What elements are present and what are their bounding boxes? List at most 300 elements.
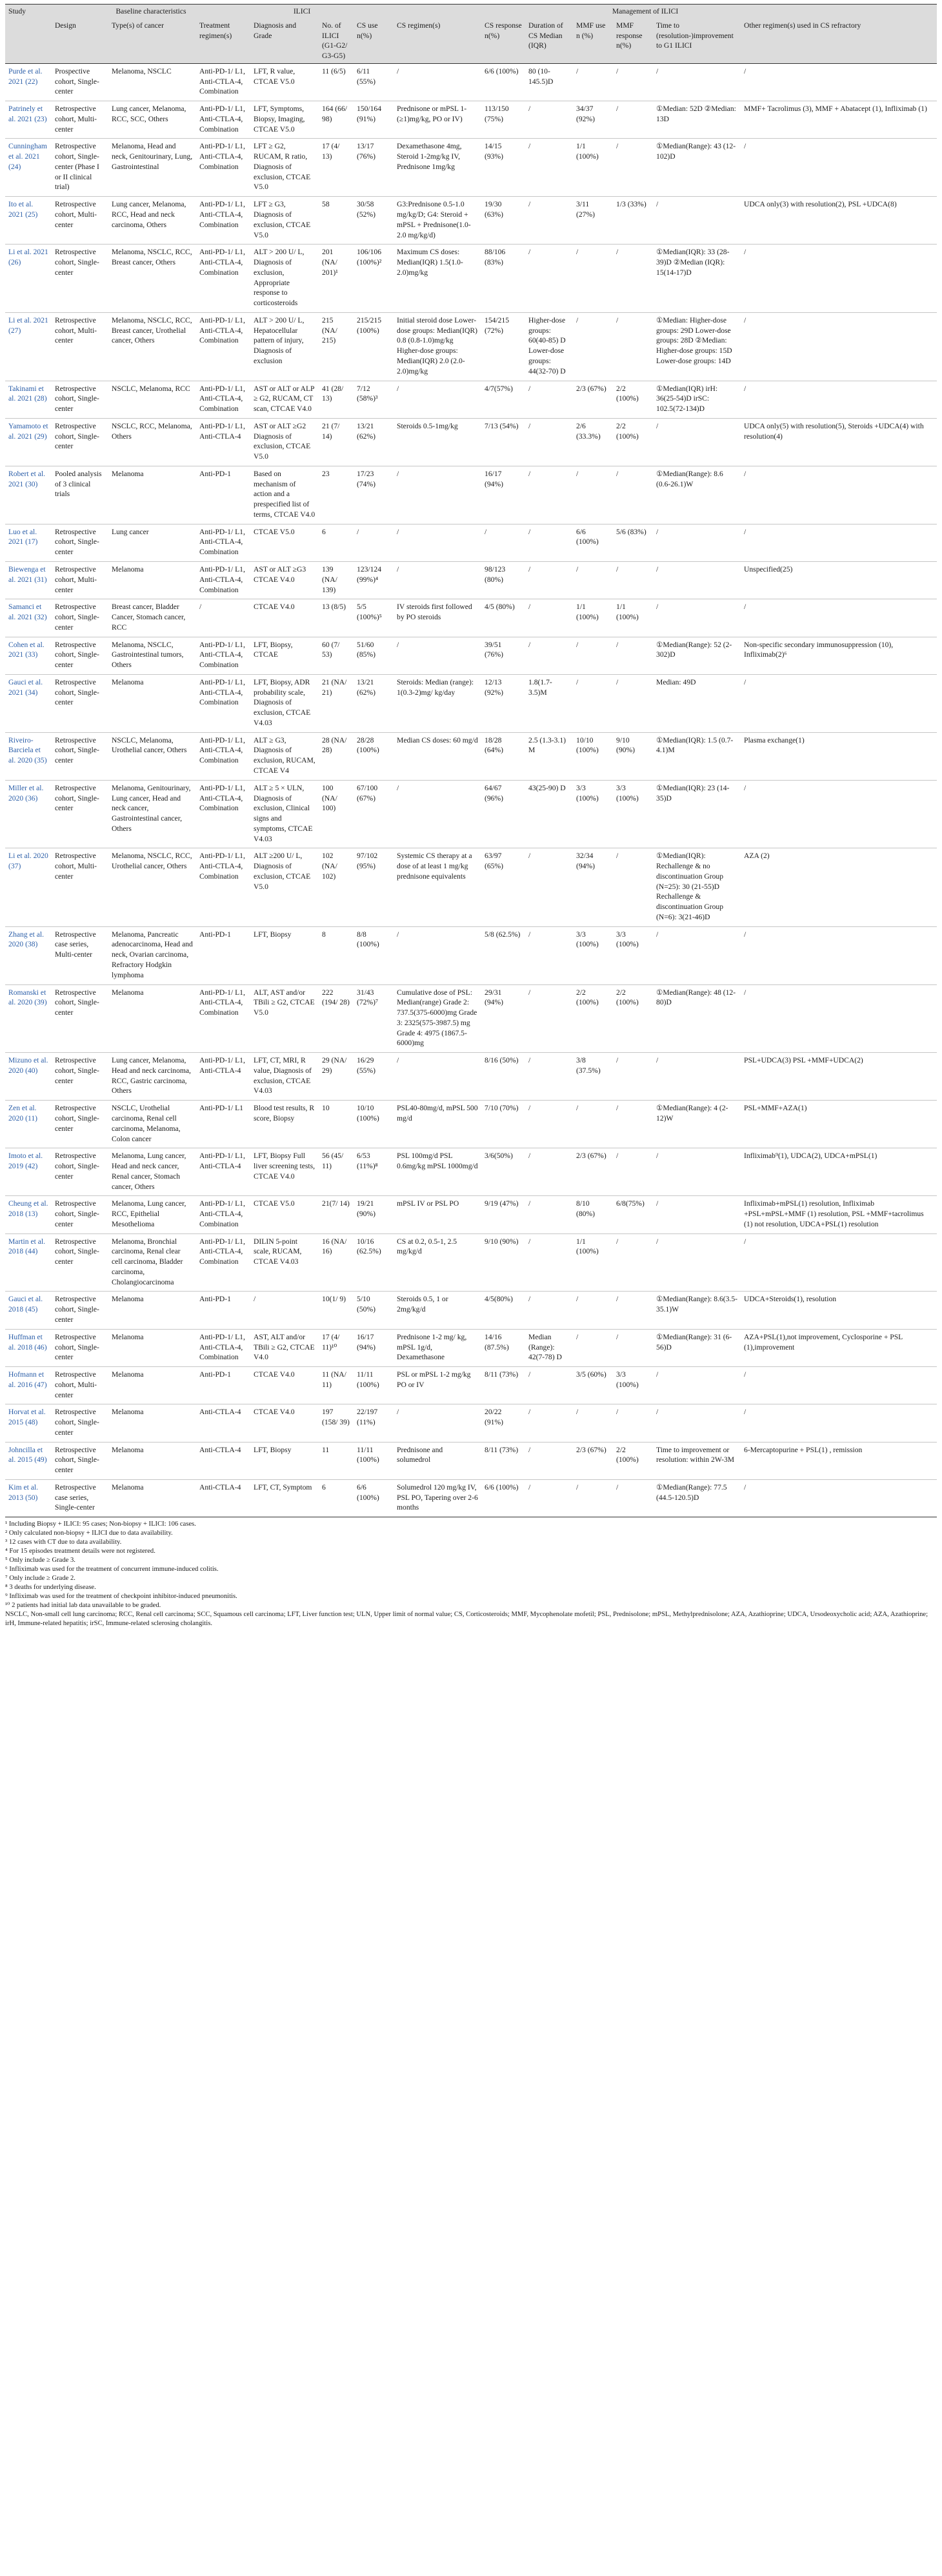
- table-cell: 64/67 (96%): [481, 780, 525, 848]
- study-cell: Martin et al. 2018 (44): [5, 1233, 52, 1292]
- table-cell: /: [525, 1148, 573, 1196]
- table-cell: 8/8 (100%): [354, 926, 394, 984]
- table-cell: Retrospective cohort, Multi-center: [52, 561, 108, 599]
- table-cell: 5/8 (62.5%): [481, 926, 525, 984]
- table-cell: 1/1 (100%): [613, 599, 653, 637]
- table-cell: ①Median(IQR): Rechallenge & no discontinuation Group (N=25): 30 (21-55)D Rechallenge & discontinuation Group (N=6): 3(21-46)D: [653, 848, 741, 926]
- table-cell: Retrospective cohort, Multi-center: [52, 101, 108, 139]
- table-cell: 9/10 (90%): [613, 732, 653, 780]
- table-cell: 17 (4/ 11)¹⁰: [319, 1329, 354, 1366]
- table-cell: /: [394, 780, 481, 848]
- table-cell: /: [653, 524, 741, 561]
- table-cell: Dexamethasone 4mg, Steroid 1-2mg/kg IV, Prednisone 1mg/kg: [394, 139, 481, 197]
- table-cell: Retrospective cohort, Single-center: [52, 1442, 108, 1479]
- footnote: ³ 12 cases with CT due to data availability.: [5, 1539, 122, 1546]
- table-cell: Anti-CTLA-4: [196, 1404, 250, 1442]
- table-cell: Retrospective cohort, Single-center: [52, 381, 108, 418]
- study-cell: Horvat et al. 2015 (48): [5, 1404, 52, 1442]
- column-header: Duration of CS Median (IQR): [525, 19, 573, 64]
- table-cell: /: [741, 312, 937, 381]
- column-header: Treatment regimen(s): [196, 19, 250, 64]
- column-header-row: [5, 19, 937, 64]
- table-cell: Prospective cohort, Single-center: [52, 63, 108, 101]
- table-cell: /: [613, 139, 653, 197]
- table-cell: 19/30 (63%): [481, 197, 525, 245]
- table-cell: Anti-PD-1: [196, 1367, 250, 1404]
- table-cell: Melanoma: [108, 1404, 196, 1442]
- study-cell: Li et al. 2021 (26): [5, 245, 52, 313]
- table-cell: /: [573, 1292, 613, 1329]
- table-cell: 13/21 (62%): [354, 674, 394, 732]
- table-cell: 2/2 (100%): [613, 418, 653, 466]
- table-cell: ①Median(Range): 77.5 (44.5-120.5)D: [653, 1479, 741, 1517]
- footnote: ⁴ For 15 episodes treatment details were not registered.: [5, 1548, 155, 1555]
- footnote: ² Only calculated non-biopsy + ILICI due to data availability.: [5, 1530, 173, 1537]
- table-cell: Median (Range): 42(7-78) D: [525, 1329, 573, 1366]
- column-header: No. of ILICI (G1-G2/ G3-G5): [319, 19, 354, 64]
- table-cell: /: [525, 381, 573, 418]
- table-cell: 5/5 (100%)⁵: [354, 599, 394, 637]
- study-cell: Johncilla et al. 2015 (49): [5, 1442, 52, 1479]
- table-cell: UDCA only(5) with resolution(5), Steroids +UDCA(4) with resolution(4): [741, 418, 937, 466]
- table-cell: /: [741, 674, 937, 732]
- ilici-table: [5, 4, 937, 1517]
- table-cell: /: [394, 926, 481, 984]
- table-cell: Solumedrol 120 mg/kg IV, PSL PO, Tapering over 2-6 months: [394, 1479, 481, 1517]
- study-cell: Patrinely et al. 2021 (23): [5, 101, 52, 139]
- table-cell: /: [196, 599, 250, 637]
- table-cell: NSCLC, Urothelial carcinoma, Renal cell carcinoma, Melanoma, Colon cancer: [108, 1101, 196, 1148]
- footnote: NSCLC, Non-small cell lung carcinoma; RCC, Renal cell carcinoma; SCC, Squamous cell carcinoma; LFT, Liver function test; ULN, Upper limit of normal value; CS, Corticosteroids; MMF, Mycophenolate mofetil; PSL, Prednisolone; mPSL, Methylprednisolone; AZA, Azathioprine; UDCA, Ursodeoxycholic acid; AZA, Azathioprine; irH, Immune-related hepatitis; irSC, Immune-related sclerosing cholangitis.: [5, 1610, 928, 1627]
- table-cell: Anti-PD-1/ L1, Anti-CTLA-4, Combination: [196, 637, 250, 674]
- table-cell: /: [525, 1442, 573, 1479]
- table-row: [5, 245, 937, 313]
- table-cell: Retrospective cohort, Single-center: [52, 524, 108, 561]
- table-cell: AZA (2): [741, 848, 937, 926]
- table-cell: /: [741, 63, 937, 101]
- study-cell: Zen et al. 2020 (11): [5, 1101, 52, 1148]
- table-cell: /: [613, 1404, 653, 1442]
- table-cell: Steroids 0.5-1mg/kg: [394, 418, 481, 466]
- table-cell: 2/2 (100%): [613, 381, 653, 418]
- table-cell: 102 (NA/ 102): [319, 848, 354, 926]
- table-cell: 3/11 (27%): [573, 197, 613, 245]
- table-row: [5, 197, 937, 245]
- table-cell: Anti-PD-1/ L1, Anti-CTLA-4, Combination: [196, 984, 250, 1053]
- table-cell: Prednisone and solumedrol: [394, 1442, 481, 1479]
- table-cell: 60 (7/ 53): [319, 637, 354, 674]
- table-cell: NSCLC, Melanoma, RCC: [108, 381, 196, 418]
- study-cell: Yamamoto et al. 2021 (29): [5, 418, 52, 466]
- table-cell: 1/1 (100%): [573, 599, 613, 637]
- table-cell: 16/29 (55%): [354, 1053, 394, 1101]
- table-cell: /: [525, 245, 573, 313]
- table-cell: ①Median(Range): 48 (12-80)D: [653, 984, 741, 1053]
- table-cell: 6: [319, 524, 354, 561]
- table-cell: ①Median(IQR): 33 (28-39)D ②Median (IQR): 15(14-17)D: [653, 245, 741, 313]
- table-cell: 2/3 (67%): [573, 381, 613, 418]
- table-cell: /: [741, 780, 937, 848]
- footnote: ⁵ Only include ≥ Grade 3.: [5, 1557, 75, 1564]
- table-cell: 4/7(57%): [481, 381, 525, 418]
- table-cell: 88/106 (83%): [481, 245, 525, 313]
- table-cell: Melanoma: [108, 1367, 196, 1404]
- table-cell: 17 (4/ 13): [319, 139, 354, 197]
- table-cell: 8: [319, 926, 354, 984]
- table-cell: Melanoma: [108, 674, 196, 732]
- table-cell: /: [394, 381, 481, 418]
- study-cell: Cohen et al. 2021 (33): [5, 637, 52, 674]
- table-row: [5, 381, 937, 418]
- table-cell: 13/21 (62%): [354, 418, 394, 466]
- footnote: ¹ Including Biopsy + ILICI: 95 cases; Non-biopsy + ILICI: 106 cases.: [5, 1521, 196, 1528]
- table-cell: /: [613, 466, 653, 524]
- table-cell: /: [741, 599, 937, 637]
- table-cell: ①Median(Range): 43 (12-102)D: [653, 139, 741, 197]
- table-cell: 3/3 (100%): [613, 1367, 653, 1404]
- table-cell: Unspecified(25): [741, 561, 937, 599]
- table-cell: Melanoma: [108, 984, 196, 1053]
- table-cell: /: [741, 381, 937, 418]
- table-row: [5, 1148, 937, 1196]
- table-cell: ①Median(Range): 31 (6-56)D: [653, 1329, 741, 1366]
- table-cell: 28/28 (100%): [354, 732, 394, 780]
- table-cell: ①Median(IQR): 1.5 (0.7-4.1)M: [653, 732, 741, 780]
- table-cell: Anti-PD-1/ L1: [196, 1101, 250, 1148]
- table-cell: 2/3 (67%): [573, 1442, 613, 1479]
- table-cell: Melanoma, NSCLC, Gastrointestinal tumors, Others: [108, 637, 196, 674]
- table-cell: 3/3 (100%): [573, 780, 613, 848]
- table-cell: Anti-PD-1/ L1, Anti-CTLA-4, Combination: [196, 101, 250, 139]
- table-cell: ALT > 200 U/ L, Diagnosis of exclusion, Appropriate response to corticosteroids: [250, 245, 319, 313]
- table-cell: DILIN 5-point scale, RUCAM, CTCAE V4.03: [250, 1233, 319, 1292]
- table-cell: Infliximab+mPSL(1) resolution, Infliximab +PSL+mPSL+MMF (1) resolution, PSL +MMF+tacrolimus (1) not resolution, UDCA+PSL(1) resolution: [741, 1196, 937, 1233]
- table-cell: 5/6 (83%): [613, 524, 653, 561]
- table-cell: Initial steroid dose Lower-dose groups: Median(IQR) 0.8 (0.8-1.0)mg/kg Higher-dose groups: Median(IQR) 2.0 (2.0-2.0)mg/kg: [394, 312, 481, 381]
- table-row: [5, 732, 937, 780]
- table-cell: CTCAE V5.0: [250, 524, 319, 561]
- table-cell: 4/5(80%): [481, 1292, 525, 1329]
- table-cell: CTCAE V4.0: [250, 1367, 319, 1404]
- table-cell: 197 (158/ 39): [319, 1404, 354, 1442]
- table-cell: 5/10 (50%): [354, 1292, 394, 1329]
- column-header: MMF response n(%): [613, 19, 653, 64]
- table-cell: /: [394, 466, 481, 524]
- table-cell: /: [741, 1404, 937, 1442]
- table-cell: /: [653, 1233, 741, 1292]
- table-cell: /: [573, 561, 613, 599]
- column-header-empty: [5, 19, 52, 64]
- table-cell: ①Median(Range): 4 (2-12)W: [653, 1101, 741, 1148]
- table-cell: Melanoma, NSCLC, RCC, Breast cancer, Others: [108, 245, 196, 313]
- table-cell: Non-specific secondary immunosuppression (10), Infliximab(2)⁶: [741, 637, 937, 674]
- study-cell: Gauci et al. 2018 (45): [5, 1292, 52, 1329]
- table-cell: Retrospective cohort, Single-center: [52, 1053, 108, 1101]
- table-cell: 123/124 (99%)⁴: [354, 561, 394, 599]
- table-cell: ALT ≥ 5 × ULN, Diagnosis of exclusion, Clinical signs and symptoms, CTCAE V4.03: [250, 780, 319, 848]
- table-cell: /: [613, 1233, 653, 1292]
- table-cell: CS at 0.2, 0.5-1, 2.5 mg/kg/d: [394, 1233, 481, 1292]
- table-cell: 9/10 (90%): [481, 1233, 525, 1292]
- table-row: [5, 1404, 937, 1442]
- table-cell: ①Median(IQR) irH: 36(25-54)D irSC: 102.5(72-134)D: [653, 381, 741, 418]
- table-cell: 29 (NA/ 29): [319, 1053, 354, 1101]
- table-row: [5, 561, 937, 599]
- table-row: [5, 1442, 937, 1479]
- table-cell: /: [741, 1233, 937, 1292]
- table-cell: /: [525, 561, 573, 599]
- table-cell: Anti-PD-1/ L1, Anti-CTLA-4, Combination: [196, 197, 250, 245]
- table-cell: Melanoma, NSCLC, RCC, Urothelial cancer, Others: [108, 848, 196, 926]
- table-cell: CTCAE V4.0: [250, 599, 319, 637]
- table-cell: /: [354, 524, 394, 561]
- table-cell: /: [653, 1148, 741, 1196]
- study-cell: Cheung et al. 2018 (13): [5, 1196, 52, 1233]
- table-cell: 6/6 (100%): [354, 1479, 394, 1517]
- table-cell: Retrospective cohort, Single-center: [52, 245, 108, 313]
- table-cell: Melanoma: [108, 1292, 196, 1329]
- table-cell: Retrospective cohort, Single-center: [52, 984, 108, 1053]
- table-cell: /: [653, 63, 741, 101]
- table-row: [5, 101, 937, 139]
- table-cell: Anti-PD-1/ L1, Anti-CTLA-4, Combination: [196, 381, 250, 418]
- table-cell: Retrospective cohort, Multi-center: [52, 312, 108, 381]
- table-cell: Anti-PD-1/ L1, Anti-CTLA-4, Combination: [196, 139, 250, 197]
- table-row: [5, 1329, 937, 1366]
- table-cell: 41 (28/ 13): [319, 381, 354, 418]
- table-cell: 11/11 (100%): [354, 1367, 394, 1404]
- table-cell: 2/2 (100%): [613, 984, 653, 1053]
- table-row: [5, 1196, 937, 1233]
- table-cell: Anti-PD-1/ L1, Anti-CTLA-4, Combination: [196, 1233, 250, 1292]
- table-cell: LFT, Biopsy, ADR probability scale, Diagnosis of exclusion, CTCAE V4.03: [250, 674, 319, 732]
- table-cell: 21 (NA/ 21): [319, 674, 354, 732]
- table-cell: /: [653, 1053, 741, 1101]
- table-cell: Breast cancer, Bladder Cancer, Stomach cancer, RCC: [108, 599, 196, 637]
- table-cell: /: [741, 1367, 937, 1404]
- table-cell: LFT, Biopsy: [250, 926, 319, 984]
- table-cell: 58: [319, 197, 354, 245]
- table-cell: /: [394, 1053, 481, 1101]
- table-cell: /: [613, 312, 653, 381]
- table-cell: 43(25-90) D: [525, 780, 573, 848]
- table-cell: Plasma exchange(1): [741, 732, 937, 780]
- table-cell: Melanoma: [108, 466, 196, 524]
- header-study: Study: [5, 5, 52, 19]
- table-cell: /: [573, 1329, 613, 1366]
- table-cell: /: [525, 1479, 573, 1517]
- table-cell: 11: [319, 1442, 354, 1479]
- table-cell: /: [394, 561, 481, 599]
- table-cell: /: [613, 637, 653, 674]
- table-cell: Anti-PD-1/ L1, Anti-CTLA-4, Combination: [196, 848, 250, 926]
- table-cell: LFT, R value, CTCAE V5.0: [250, 63, 319, 101]
- table-cell: Melanoma, Lung cancer, Head and neck cancer, Renal cancer, Stomach cancer, Others: [108, 1148, 196, 1196]
- table-cell: Anti-PD-1/ L1, Anti-CTLA-4, Combination: [196, 732, 250, 780]
- table-cell: 31/43 (72%)⁷: [354, 984, 394, 1053]
- table-cell: CTCAE V4.0: [250, 1404, 319, 1442]
- table-cell: /: [653, 926, 741, 984]
- table-cell: 164 (66/ 98): [319, 101, 354, 139]
- table-cell: 7/10 (70%): [481, 1101, 525, 1148]
- table-cell: Maximum CS doses: Median(IQR) 1.5(1.0-2.0)mg/kg: [394, 245, 481, 313]
- table-cell: PSL+MMF+AZA(1): [741, 1101, 937, 1148]
- table-cell: 11/11 (100%): [354, 1442, 394, 1479]
- table-cell: /: [394, 1404, 481, 1442]
- table-cell: /: [741, 466, 937, 524]
- table-cell: Retrospective cohort, Single-center: [52, 1101, 108, 1148]
- table-cell: 2/2 (100%): [573, 984, 613, 1053]
- table-cell: 215 (NA/ 215): [319, 312, 354, 381]
- table-row: [5, 599, 937, 637]
- table-cell: Retrospective cohort, Single-center: [52, 1404, 108, 1442]
- table-cell: Melanoma: [108, 1442, 196, 1479]
- table-cell: 6/8(75%): [613, 1196, 653, 1233]
- table-row: [5, 312, 937, 381]
- study-cell: Zhang et al. 2020 (38): [5, 926, 52, 984]
- table-cell: ①Median: 52D ②Median: 13D: [653, 101, 741, 139]
- table-cell: 6: [319, 1479, 354, 1517]
- table-cell: /: [653, 1196, 741, 1233]
- table-cell: /: [525, 418, 573, 466]
- study-cell: Miller et al. 2020 (36): [5, 780, 52, 848]
- table-cell: 6/6 (100%): [573, 524, 613, 561]
- table-cell: 1/1 (100%): [573, 139, 613, 197]
- table-cell: /: [653, 599, 741, 637]
- table-cell: 4/5 (80%): [481, 599, 525, 637]
- table-cell: PSL or mPSL 1-2 mg/kg PO or IV: [394, 1367, 481, 1404]
- table-cell: Anti-PD-1: [196, 466, 250, 524]
- table-cell: Pooled analysis of 3 clinical trials: [52, 466, 108, 524]
- table-cell: 16 (NA/ 16): [319, 1233, 354, 1292]
- table-cell: Melanoma: [108, 1479, 196, 1517]
- table-cell: /: [394, 637, 481, 674]
- column-header: Type(s) of cancer: [108, 19, 196, 64]
- table-cell: /: [613, 1148, 653, 1196]
- table-cell: /: [525, 1233, 573, 1292]
- table-cell: 51/60 (85%): [354, 637, 394, 674]
- table-cell: 29/31 (94%): [481, 984, 525, 1053]
- table-cell: /: [613, 1329, 653, 1366]
- column-header: CS regimen(s): [394, 19, 481, 64]
- footnote: ⁸ 3 deaths for underlying disease.: [5, 1584, 96, 1592]
- table-cell: 3/3 (100%): [613, 780, 653, 848]
- table-cell: 10(1/ 9): [319, 1292, 354, 1329]
- table-cell: AZA+PSL(1),not improvement, Cyclosporine + PSL (1),improvement: [741, 1329, 937, 1366]
- table-cell: Cumulative dose of PSL: Median(range) Grade 2: 737.5(375-6000)mg Grade 3: 2325(575-3987.5) mg Grade 4: 4975 (1867.5-6000)mg: [394, 984, 481, 1053]
- table-row: [5, 1233, 937, 1292]
- table-cell: /: [653, 1367, 741, 1404]
- table-cell: AST or ALT ≥G2 Diagnosis of exclusion, CTCAE V5.0: [250, 418, 319, 466]
- table-cell: 6/6 (100%): [481, 63, 525, 101]
- table-cell: 6/6 (100%): [481, 1479, 525, 1517]
- table-cell: 139 (NA/ 139): [319, 561, 354, 599]
- table-cell: 154/215 (72%): [481, 312, 525, 381]
- table-cell: Retrospective cohort, Single-center: [52, 780, 108, 848]
- table-cell: 11 (NA/ 11): [319, 1367, 354, 1404]
- table-cell: 3/3 (100%): [613, 926, 653, 984]
- study-cell: Biewenga et al. 2021 (31): [5, 561, 52, 599]
- table-cell: 30/58 (52%): [354, 197, 394, 245]
- table-cell: 222 (194/ 28): [319, 984, 354, 1053]
- table-cell: LFT ≥ G2, RUCAM, R ratio, Diagnosis of exclusion, CTCAE V5.0: [250, 139, 319, 197]
- table-cell: /: [525, 197, 573, 245]
- table-cell: /: [653, 418, 741, 466]
- table-cell: 7/12 (58%)³: [354, 381, 394, 418]
- table-cell: Anti-PD-1/ L1, Anti-CTLA-4: [196, 1148, 250, 1196]
- study-cell: Samanci et al. 2021 (32): [5, 599, 52, 637]
- study-cell: Luo et al. 2021 (17): [5, 524, 52, 561]
- table-cell: 2/3 (67%): [573, 1148, 613, 1196]
- table-cell: /: [741, 245, 937, 313]
- table-cell: mPSL IV or PSL PO: [394, 1196, 481, 1233]
- table-cell: /: [573, 1101, 613, 1148]
- table-cell: /: [613, 1101, 653, 1148]
- table-cell: AST, ALT and/or TBili ≥ G2, CTCAE V4.0: [250, 1329, 319, 1366]
- table-cell: 3/6(50%): [481, 1148, 525, 1196]
- table-row: [5, 63, 937, 101]
- table-cell: /: [613, 101, 653, 139]
- table-cell: Anti-PD-1/ L1, Anti-CTLA-4, Combination: [196, 312, 250, 381]
- table-cell: Retrospective cohort, Single-center: [52, 1196, 108, 1233]
- table-cell: /: [573, 245, 613, 313]
- table-cell: 18/28 (64%): [481, 732, 525, 780]
- table-cell: 215/215 (100%): [354, 312, 394, 381]
- table-row: [5, 780, 937, 848]
- table-cell: 2/6 (33.3%): [573, 418, 613, 466]
- table-cell: 10/10 (100%): [354, 1101, 394, 1148]
- table-cell: /: [525, 1404, 573, 1442]
- table-cell: ①Median(Range): 52 (2-302)D: [653, 637, 741, 674]
- table-row: [5, 926, 937, 984]
- footnote: ⁹ Infliximab was used for the treatment of checkpoint inhibitor-induced pneumonitis.: [5, 1592, 237, 1600]
- table-cell: 2.5 (1.3-3.1) M: [525, 732, 573, 780]
- table-cell: Based on mechanism of action and a prespecified list of terms, CTCAE V4.0: [250, 466, 319, 524]
- table-cell: Anti-PD-1/ L1, Anti-CTLA-4: [196, 1053, 250, 1101]
- study-cell: Li et al. 2021 (27): [5, 312, 52, 381]
- table-cell: /: [741, 984, 937, 1053]
- table-cell: 14/15 (93%): [481, 139, 525, 197]
- table-cell: 100 (NA/ 100): [319, 780, 354, 848]
- table-cell: Retrospective cohort, Multi-center: [52, 197, 108, 245]
- table-cell: Retrospective cohort, Single-center: [52, 1233, 108, 1292]
- column-header: CS use n(%): [354, 19, 394, 64]
- group-header-row: [5, 5, 937, 19]
- table-cell: ①Median(Range): 8.6(3.5-35.1)W: [653, 1292, 741, 1329]
- table-cell: /: [525, 101, 573, 139]
- study-cell: Takinami et al. 2021 (28): [5, 381, 52, 418]
- table-cell: /: [394, 63, 481, 101]
- table-cell: 13/17 (76%): [354, 139, 394, 197]
- table-row: [5, 1367, 937, 1404]
- table-cell: Retrospective cohort, Single-center: [52, 732, 108, 780]
- table-row: [5, 1053, 937, 1101]
- table-cell: 11 (6/5): [319, 63, 354, 101]
- table-cell: /: [481, 524, 525, 561]
- table-cell: /: [613, 561, 653, 599]
- table-cell: 150/164 (91%): [354, 101, 394, 139]
- table-cell: 10/16 (62.5%): [354, 1233, 394, 1292]
- table-cell: 8/11 (73%): [481, 1367, 525, 1404]
- table-cell: Lung cancer: [108, 524, 196, 561]
- table-row: [5, 674, 937, 732]
- table-cell: /: [525, 1292, 573, 1329]
- table-cell: 16/17 (94%): [481, 466, 525, 524]
- table-cell: 34/37 (92%): [573, 101, 613, 139]
- table-cell: /: [613, 848, 653, 926]
- table-cell: Lung cancer, Melanoma, RCC, Head and neck carcinoma, Others: [108, 197, 196, 245]
- footnote: ¹⁰ 2 patients had initial lab data unavailable to be graded.: [5, 1601, 161, 1609]
